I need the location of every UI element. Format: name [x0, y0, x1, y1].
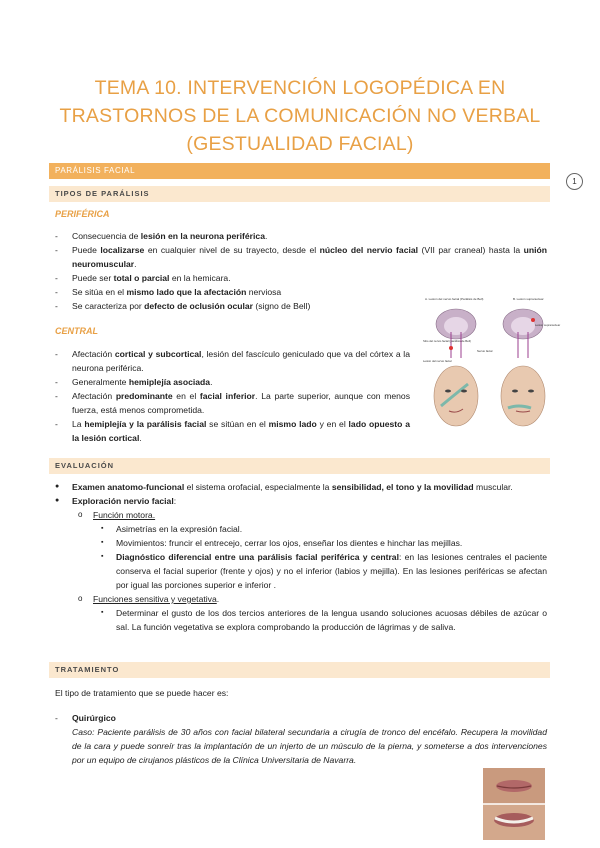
subsection-header-tipos: TIPOS DE PARÁLISIS	[49, 186, 550, 202]
list-item: - Quirúrgico	[55, 713, 116, 723]
list-item: o Función motora.	[55, 508, 547, 522]
facial-paralysis-illustration	[423, 296, 561, 436]
list-item: - Generalmente hemiplejía asociada.	[55, 375, 410, 389]
title-line-3: (GESTUALIDAD FACIAL)	[186, 133, 414, 155]
figure-label-b: B. Lesión supranuclear	[513, 297, 544, 301]
figure-label-nucleus: Sitio del nervio facial (parálisis de Bell)	[423, 339, 471, 343]
list-item: - La hemiplejía y la parálisis facial se sitúan en el mismo lado y en el lado opuesto a la lesión cortical.	[55, 417, 410, 445]
figure-label-nucleus2: Lesión del nervio facial	[423, 359, 452, 363]
patient-photo	[483, 768, 545, 840]
title-line-1: TEMA 10. INTERVENCIÓN LOGOPÉDICA EN	[94, 77, 506, 99]
heading-central: CENTRAL	[55, 326, 98, 336]
title-line-2: TRASTORNOS DE LA COMUNICACIÓN NO VERBAL	[59, 105, 541, 127]
page-number: 1	[566, 173, 583, 190]
list-item: - Afectación predominante en el facial inferior. La parte superior, aunque con menos fuerza, está menos comprometida.	[55, 389, 410, 417]
figure-label-nerve: Nervio facial	[477, 349, 493, 353]
subsection-header-evaluacion: EVALUACIÓN	[49, 458, 550, 474]
figure-label-lesion: Lesión supranuclear	[535, 323, 561, 327]
heading-periferica: PERIFÉRICA	[55, 209, 110, 219]
figure-label-a: A. Lesión del nervio facial (Parálisis de Bell)	[425, 297, 484, 301]
list-item: - Puede localizarse en cualquier nivel de su trayecto, desde el núcleo del nervio facial (VII par craneal) hasta la unión neuromuscular.	[55, 243, 547, 271]
list-item: ● Examen anatomo-funcional el sistema orofacial, especialmente la sensibilidad, el tono y la movilidad muscular.	[55, 480, 547, 494]
list-item: - Consecuencia de lesión en la neurona periférica.	[55, 229, 547, 243]
central-list	[55, 347, 410, 445]
list-item: ▪ Movimientos: fruncir el entrecejo, cerrar los ojos, enseñar los dientes e hinchar las mejillas.	[55, 536, 547, 550]
list-item: - Puede ser total o parcial en la hemicara.	[55, 271, 547, 285]
facial-paralysis-figure	[423, 296, 561, 436]
list-item: ▪ Diagnóstico diferencial entre una parálisis facial periférica y central: en las lesiones centrales el paciente conserva el facial superior (frente y ojos) y no el inferior (labios y mejilla). En las lesiones periféricas se afectan por igual las porciones superior e inferior .	[55, 550, 547, 592]
section-header-paralisis-facial: PARÁLISIS FACIAL	[49, 163, 550, 179]
document-title	[40, 74, 560, 158]
tratamiento-intro: El tipo de tratamiento que se puede hacer es:	[55, 688, 229, 698]
patient-smile-image	[483, 768, 545, 840]
subsection-header-tratamiento: TRATAMIENTO	[49, 662, 550, 678]
list-item: o Funciones sensitiva y vegetativa.	[55, 592, 547, 606]
evaluacion-list	[55, 480, 547, 634]
list-item: - Se caracteriza por defecto de oclusión ocular (signo de Bell)	[55, 299, 547, 313]
caso-text: Caso: Paciente parálisis de 30 años con facial bilateral secundaria a cirugía de tronco del encéfalo. Recupera la movilidad de la cara y puede sonreír tras la implantación de un injerto de un músculo de la pierna, y someterse a dos intervenciones por un equipo de cirujanos plásticos de la Clínica Universitaria de Navarra.	[72, 727, 547, 765]
quirurgico-label: Quirúrgico	[72, 713, 116, 723]
list-item: - Se sitúa en el mismo lado que la afectación nerviosa	[55, 285, 547, 299]
list-item: ▪ Asimetrías en la expresión facial.	[55, 522, 547, 536]
list-item: ▪ Determinar el gusto de los dos tercios anteriores de la lengua usando soluciones acuosas débiles de azúcar o sal. La función vegetativa se explora comprobando la producción de lágrimas y de saliva.	[55, 606, 547, 634]
tratamiento-item	[55, 711, 547, 767]
list-item: ● Exploración nervio facial:	[55, 494, 547, 508]
list-item: - Afectación cortical y subcortical, lesión del fascículo geniculado que va del córtex a la neurona periférica.	[55, 347, 410, 375]
